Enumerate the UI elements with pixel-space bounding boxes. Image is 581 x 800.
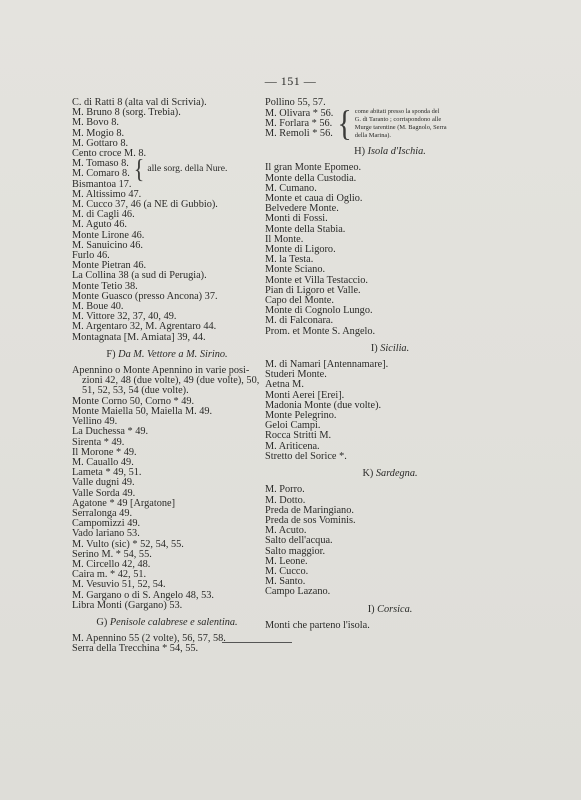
list-item: come abitati presso la sponda del xyxy=(354,108,440,116)
list-item: Monte della Custodia. xyxy=(265,172,357,184)
list-item: Monte Tetio 38. xyxy=(72,280,138,292)
list-item: Monte Lirone 46. xyxy=(72,229,145,241)
list-item: Monti Aerei [Erei]. xyxy=(265,389,345,401)
section-h-title: Isola d'Ischia. xyxy=(367,146,426,158)
list-item: Preda de sos Vominis. xyxy=(265,514,356,526)
list-item: C. di Ratti 8 (alta val di Scrivia). xyxy=(72,97,207,108)
list-item: G. di Taranto ; corrispondono alle xyxy=(354,116,442,124)
list-item: Bismantoa 17. xyxy=(72,178,132,190)
list-item: della Marina). xyxy=(354,132,391,140)
list-item: Stretto del Sorice *. xyxy=(265,450,347,462)
nure-note-text: alle sorg. della Nure. xyxy=(147,163,228,175)
list-item: Apennino o Monte Apennino in varie posi- xyxy=(72,365,250,377)
list-item: Capo del Monte. xyxy=(265,295,334,307)
list-item: M. Cumano. xyxy=(265,182,317,194)
brace-icon: { xyxy=(133,153,145,184)
taranto-note xyxy=(337,103,447,144)
left-after-list xyxy=(72,180,262,343)
list-item: M. Leone. xyxy=(265,555,308,567)
list-item: Sirenta * 49. xyxy=(72,436,125,448)
section-g-list xyxy=(72,634,262,654)
section-i-title: Sicilia. xyxy=(380,342,410,354)
list-item: M. Dotto. xyxy=(265,494,306,506)
section-h-list xyxy=(265,163,515,336)
list-item: Pollino 55, 57. xyxy=(265,97,326,108)
end-rule xyxy=(222,642,292,643)
list-item: Aetna M. xyxy=(265,379,304,391)
section-k-heading xyxy=(265,469,515,479)
list-item: M. di Falconara. xyxy=(265,315,334,327)
list-item: Agatone * 49 [Argatone] xyxy=(72,497,176,509)
section-f-heading xyxy=(72,350,262,360)
list-item: Il Monte. xyxy=(265,233,304,245)
left-column xyxy=(72,98,262,655)
list-item: Salto dell'acqua. xyxy=(265,535,333,547)
list-item: M. Remoli * 56. xyxy=(265,128,333,140)
section-h-heading xyxy=(265,147,515,157)
list-item: M. Mogio 8. xyxy=(72,127,125,139)
section-l-label: I) xyxy=(367,603,375,615)
taranto-note-text xyxy=(355,108,447,140)
list-item: Monte Sciano. xyxy=(265,264,326,276)
list-item: Caira m. * 42, 51. xyxy=(72,569,147,581)
list-item: Monte et caua di Oglio. xyxy=(265,193,363,205)
list-item: M. Argentaro 32, M. Agrentaro 44. xyxy=(72,321,217,333)
list-item: Monte Pietran 46. xyxy=(72,260,147,272)
list-item: 51, 52, 53, 54 (due volte). xyxy=(82,385,189,397)
list-item: Libra Monti (Gargano) 53. xyxy=(72,599,183,611)
section-l-list xyxy=(265,621,515,631)
list-item: M. Gottaro 8. xyxy=(72,137,129,149)
list-item: Monte di Cognolo Lungo. xyxy=(265,305,373,317)
list-item: M. Gargano o di S. Angelo 48, 53. xyxy=(72,589,214,601)
list-item: Monte et Villa Testaccio. xyxy=(265,274,368,286)
list-item: Preda de Maringiano. xyxy=(265,504,354,516)
section-k-label: K) xyxy=(362,468,374,480)
list-item: M. Altissimo 47. xyxy=(72,188,142,200)
list-item: M. Comaro 8. xyxy=(72,168,130,180)
list-item: Salto maggior. xyxy=(265,545,326,557)
list-item: La Collina 38 (a sud di Perugia). xyxy=(72,270,207,282)
list-item: Studeri Monte. xyxy=(265,369,327,381)
list-item: Campomizzi 49. xyxy=(72,518,141,530)
page-number: — 151 — xyxy=(264,74,317,88)
list-item: Monti che parteno l'isola. xyxy=(265,619,370,631)
section-g-label: G) xyxy=(96,616,108,628)
list-item: M. di Cagli 46. xyxy=(72,209,135,221)
list-item: Geloi Campi. xyxy=(265,420,321,432)
list-item: M. Circello 42, 48. xyxy=(72,558,151,570)
list-item: M. Ariticena. xyxy=(265,440,320,452)
section-l-heading xyxy=(265,605,515,615)
list-item: M. Forlara * 56. xyxy=(265,118,333,130)
list-item: Monti di Fossi. xyxy=(265,213,328,225)
section-g-heading xyxy=(72,618,262,628)
right-column xyxy=(265,98,515,631)
list-item: M. Vulto (sic) * 52, 54, 55. xyxy=(72,538,184,550)
list-item: Campo Lazano. xyxy=(265,586,331,598)
section-f-label: F) xyxy=(106,348,116,360)
list-item: Monte della Stabia. xyxy=(265,223,346,235)
section-h-label: H) xyxy=(354,146,366,158)
list-item: M. Olivara * 56. xyxy=(265,107,334,119)
section-i-list xyxy=(265,360,515,462)
list-item: Monte di Ligoro. xyxy=(265,244,336,256)
taranto-group xyxy=(265,103,515,144)
nure-note xyxy=(133,153,228,184)
list-item: Vellino 49. xyxy=(72,416,118,428)
list-item: Serino M. * 54, 55. xyxy=(72,548,152,560)
taranto-group-lines xyxy=(265,109,333,140)
list-item: M. Acuto. xyxy=(265,525,307,537)
section-g-title: Penisole calabrese e salentina. xyxy=(109,616,238,628)
list-item: Il gran Monte Epomeo. xyxy=(265,162,362,174)
list-item: Serra della Trecchina * 54, 55. xyxy=(72,643,199,655)
section-f-title: Da M. Vettore a M. Sirino. xyxy=(118,348,228,360)
list-item: M. Cucco. xyxy=(265,565,309,577)
list-item: M. Cucco 37, 46 (a NE di Gubbio). xyxy=(72,199,218,211)
list-item: La Duchessa * 49. xyxy=(72,426,149,438)
list-item: M. Vittore 32, 37, 40, 49. xyxy=(72,311,177,323)
list-item: M. di Namari [Antennamare]. xyxy=(265,359,389,371)
nure-group-lines xyxy=(72,159,130,179)
list-item: Murge tarentine (M. Bagnolo, Serra xyxy=(354,124,447,132)
section-k-title: Sardegna. xyxy=(375,468,418,480)
list-item: Valle Sorda 49. xyxy=(72,487,136,499)
list-item: Monte Maiella 50, Maiella M. 49. xyxy=(72,405,213,417)
list-item: M. Vesuvio 51, 52, 54. xyxy=(72,579,166,591)
list-item: Prom. et Monte S. Angelo. xyxy=(265,325,376,337)
section-l-title: Corsica. xyxy=(377,603,413,615)
section-i-heading xyxy=(265,344,515,354)
list-item: Serralonga 49. xyxy=(72,507,133,519)
list-item: Cento croce M. 8. xyxy=(72,148,147,160)
list-item: Madonia Monte (due volte). xyxy=(265,399,382,411)
list-item: Pian di Ligoro et Valle. xyxy=(265,284,361,296)
list-item: Monte Corno 50, Corno * 49. xyxy=(72,395,195,407)
list-item: Lameta * 49, 51. xyxy=(72,467,142,479)
list-item: M. Santo. xyxy=(265,576,306,588)
list-item: M. Bruno 8 (sorg. Trebia). xyxy=(72,107,181,119)
list-item: Montagnata [M. Amiata] 39, 44. xyxy=(72,331,206,343)
section-i-label: I) xyxy=(370,342,378,354)
list-item: M. Apennino 55 (2 volte), 56, 57, 58. xyxy=(72,633,226,645)
section-k-list xyxy=(265,485,515,597)
list-item: M. Bovo 8. xyxy=(72,117,119,129)
list-item: zioni 42, 48 (due volte), 49 (due volte), 50, xyxy=(82,375,260,387)
list-item: M. Sanuicino 46. xyxy=(72,239,143,251)
list-item: Monte Guasco (presso Ancona) 37. xyxy=(72,290,218,302)
brace-icon: { xyxy=(337,103,352,144)
list-item: Valle dugni 49. xyxy=(72,477,135,489)
list-item: M. la Testa. xyxy=(265,254,314,266)
list-item: M. Tomaso 8. xyxy=(72,158,129,170)
list-item: M. Cauallo 49. xyxy=(72,456,134,468)
list-item: Rocca Stritti M. xyxy=(265,430,332,442)
list-item: Furlo 46. xyxy=(72,250,110,262)
list-item: M. Porro. xyxy=(265,484,305,496)
list-item: Belvedere Monte. xyxy=(265,203,339,215)
list-item: M. Boue 40. xyxy=(72,301,124,313)
list-item: Il Morone * 49. xyxy=(72,446,137,458)
list-item: Vado lariano 53. xyxy=(72,528,140,540)
left-top-list xyxy=(72,98,262,159)
list-item: Monte Pelegrino. xyxy=(265,410,337,422)
section-f-list xyxy=(72,366,262,611)
list-item: M. Aguto 46. xyxy=(72,219,127,231)
